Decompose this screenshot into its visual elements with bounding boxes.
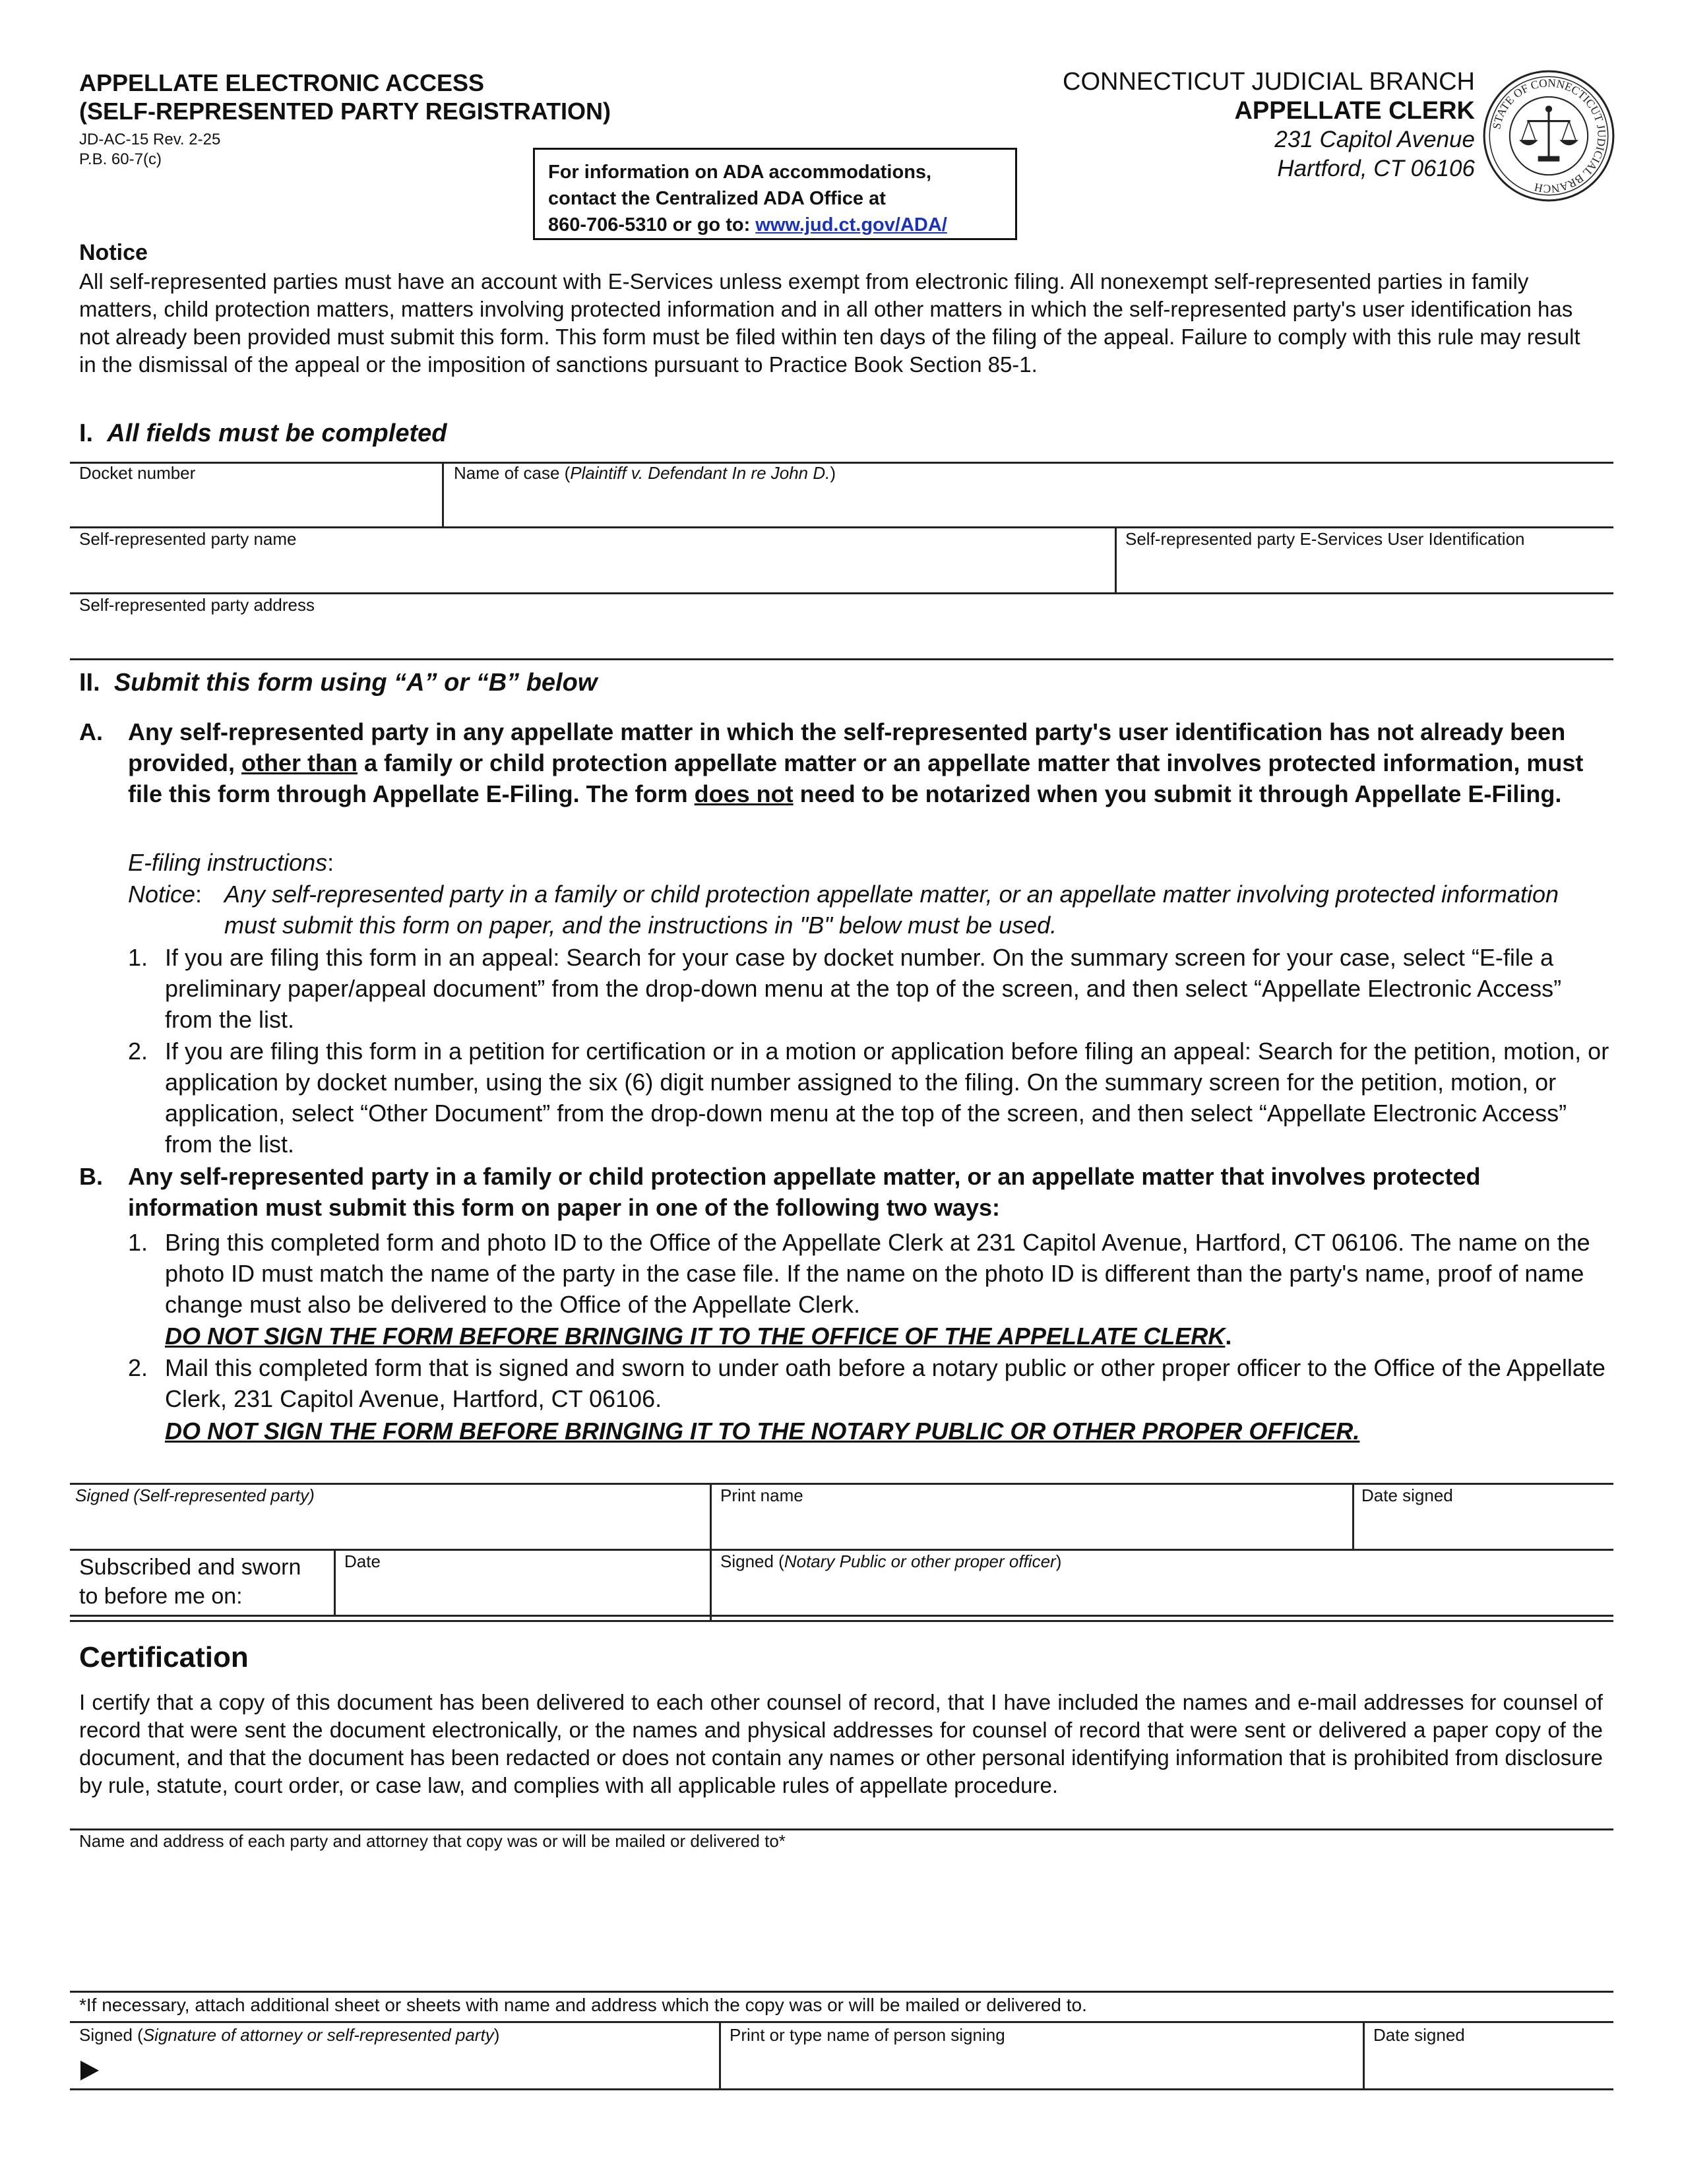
sworn-line1: Subscribed and sworn [79, 1555, 301, 1580]
certification-date-label: Date signed [1373, 2025, 1465, 2045]
section-1-heading [79, 420, 447, 448]
ada-line1: For information on ADA accommodations, [548, 162, 932, 183]
certification-date-field[interactable] [1373, 2025, 1604, 2086]
b1-number: 1. [128, 1229, 148, 1256]
option-a-text [128, 716, 1605, 809]
b1-warning-text: DO NOT SIGN THE FORM BEFORE BRINGING IT TO THE OFFICE OF THE APPELLATE CLERK [165, 1323, 1226, 1350]
party-name-field[interactable] [79, 529, 1108, 591]
print-name-field[interactable] [720, 1485, 1347, 1546]
section-2-title: Submit this form using “A” or “B” below [113, 669, 598, 697]
section-1-title: All fields must be completed [107, 420, 447, 447]
option-a-other-than: other than [241, 749, 358, 776]
self-rep-signature-field[interactable] [75, 1485, 702, 1546]
city-address: Hartford, CT 06106 [1277, 156, 1475, 181]
divider [70, 526, 1613, 528]
certifier-label-prefix: Signed ( [79, 2025, 143, 2045]
certifier-label-suffix: ) [493, 2025, 500, 2045]
notary-label-prefix: Signed ( [720, 1551, 784, 1571]
notice-label: Notice [128, 881, 196, 908]
divider [710, 1483, 712, 1620]
print-name-label: Print name [720, 1485, 803, 1505]
option-b-letter: B. [79, 1163, 103, 1190]
recipients-label: Name and address of each party and attorney that copy was or will be mailed or delivered to* [79, 1831, 786, 1851]
divider [70, 592, 1613, 594]
notary-signature-field[interactable] [720, 1551, 1604, 1612]
certifier-label-italic: Signature of attorney or self-represented party [142, 2025, 494, 2045]
section-2-number: II. [79, 669, 100, 697]
seal-text: STATE OF CONNECTICUT JUDICIAL BRANCH [1490, 77, 1608, 195]
efiling-label: E-filing instructions [128, 849, 328, 876]
b1-text: Bring this completed form and photo ID to the Office of the Appellate Clerk at 231 Capitol Avenue, Hartford, CT 06106. The name on the photo ID must match the name of the party in the case file. If the name on the photo ID is different than the party's name, proof of name change must also be delivered to the Office of the Appellate Clerk. [165, 1229, 1590, 1318]
option-a-does-not: does not [694, 780, 794, 807]
print-type-name-field[interactable] [730, 2025, 1356, 2086]
certification-heading: Certification [79, 1641, 249, 1673]
option-a-text-2: a family or child protection appellate matter or an appellate matter that involves protected information, must file this form through Appellate E-Filing. The form [128, 749, 1584, 807]
divider [70, 1549, 1613, 1551]
divider [1115, 526, 1117, 594]
divider [70, 1828, 1613, 1830]
ada-line2: contact the Centralized ADA Office at [548, 188, 886, 209]
efiling-instructions-label [128, 847, 334, 878]
sworn-line2: to before me on: [79, 1584, 243, 1609]
party-name-label: Self-represented party name [79, 529, 297, 549]
option-b-text: Any self-represented party in a family or child protection appellate matter, or an appellate matter that involves protected information must submit this form on paper in one of the following two ways: [128, 1163, 1481, 1221]
notice-heading: Notice [79, 240, 148, 265]
option-a-letter: A. [79, 718, 103, 745]
b2-text: Mail this completed form that is signed and sworn to under oath before a notary public or other proper officer to the Office of the Appellate Clerk, 231 Capitol Avenue, Hartford, CT 06106. [165, 1354, 1605, 1412]
street-address: 231 Capitol Avenue [1274, 127, 1475, 152]
divider [70, 1620, 1613, 1622]
notary-label-italic: Notary Public or other proper officer [784, 1551, 1056, 1571]
form-title [79, 69, 611, 125]
certification-text: I certify that a copy of this document has been delivered to each other counsel of record, that I have included the names and e-mail addresses for counsel of record that were sent the document electronically, or the names and physical addresses for counsel of record that were sent or delivered a paper copy of the document, and that the document has been redacted or does not contain any names or other personal identifying information that is prohibited from disclosure by rule, statute, court order, or case law, and complies with all applicable rules of appellate procedure. [79, 1690, 1603, 1797]
divider [70, 1615, 1613, 1617]
form-title-line2: (SELF-REPRESENTED PARTY REGISTRATION) [79, 98, 611, 125]
date-signed-label: Date signed [1361, 1485, 1453, 1505]
divider [70, 658, 1613, 660]
ada-info-box [533, 148, 1017, 240]
court-address [1063, 67, 1475, 183]
a2-number: 2. [128, 1038, 148, 1065]
divider [334, 1549, 336, 1616]
ada-line3: 860-706-5310 or go to: [548, 214, 756, 235]
b1-warning [165, 1321, 1609, 1352]
party-address-label: Self-represented party address [79, 595, 315, 615]
divider [1363, 2021, 1365, 2090]
b1-warning-end: . [1225, 1323, 1232, 1350]
office-name: APPELLATE CLERK [1234, 97, 1475, 125]
efiling-colon: : [327, 849, 334, 876]
a1-number: 1. [128, 944, 148, 971]
signature-arrow-icon [79, 2059, 100, 2082]
ada-link[interactable]: www.jud.ct.gov/ADA/ [755, 214, 947, 235]
divider [719, 2021, 721, 2090]
case-name-label-suffix: ) [830, 463, 836, 483]
certifier-signature-field[interactable] [79, 2025, 712, 2086]
sworn-text [79, 1553, 301, 1611]
option-a-text-1: Any self-represented party in any appellate matter in which the self-represented party's user identification has not already been provided, [128, 718, 1566, 776]
docket-number-field[interactable] [79, 463, 435, 525]
b2-number: 2. [128, 1354, 148, 1381]
judicial-seal-icon [1481, 69, 1616, 203]
section-2-heading [79, 669, 597, 697]
user-id-label: Self-represented party E-Services User Identification [1125, 529, 1525, 549]
sworn-date-field[interactable] [344, 1551, 701, 1612]
section-1-number: I. [79, 420, 94, 447]
agency-name: CONNECTICUT JUDICIAL BRANCH [1063, 68, 1475, 96]
print-type-name-label: Print or type name of person signing [730, 2025, 1005, 2045]
option-a-text-3: need to be notarized when you submit it through Appellate E-Filing. [793, 780, 1562, 807]
docket-number-label: Docket number [79, 463, 196, 483]
recipients-field[interactable] [79, 1831, 1603, 1988]
date-signed-field[interactable] [1361, 1485, 1605, 1546]
notice-text: All self-represented parties must have an account with E-Services unless exempt from electronic filing. All nonexempt self-represented parties in family matters, child protection matters, matters involving protected information and in all other matters in which the self-represented party's user identification has not already been provided must submit this form. This form must be filed within ten days of the filing of the appeal. Failure to comply with this rule may result in the dismissal of the appeal or the imposition of sanctions pursuant to Practice Book Section 85-1. [79, 269, 1580, 377]
party-address-field[interactable] [79, 595, 1603, 657]
a2-text: If you are filing this form in a petition for certification or in a motion or application before filing an appeal: Search for the petition, motion, or application by docket number, using the six (6) digit number assigned to the filing. On the summary screen for the petition, motion, or application, select “Other Document” from the drop-down menu at the top of the screen, and then select “Appellate Electronic Access” from the list. [165, 1038, 1609, 1158]
notary-label-suffix: ) [1055, 1551, 1062, 1571]
user-id-field[interactable] [1125, 529, 1607, 591]
sworn-date-label: Date [344, 1551, 381, 1571]
footnote: *If necessary, attach additional sheet or sheets with name and address which the copy was or will be mailed or delivered to. [79, 1995, 1087, 2015]
b2-warning: DO NOT SIGN THE FORM BEFORE BRINGING IT TO THE NOTARY PUBLIC OR OTHER PROPER OFFICER. [165, 1418, 1360, 1445]
divider [70, 2021, 1613, 2023]
divider [70, 1483, 1613, 1485]
self-rep-signature-label: Signed (Self-represented party) [75, 1485, 315, 1505]
divider [70, 2088, 1613, 2090]
divider [1352, 1483, 1354, 1550]
form-number: JD-AC-15 Rev. 2-25 [79, 131, 221, 148]
practice-book-ref: P.B. 60-7(c) [79, 150, 162, 168]
notice-colon: : [195, 881, 202, 908]
efiling-notice-label [128, 879, 202, 910]
form-title-line1: APPELLATE ELECTRONIC ACCESS [79, 69, 485, 96]
a1-text: If you are filing this form in an appeal: Search for your case by docket number. On the summary screen for your case, select “E-file a preliminary paper/appeal document” from the drop-down menu at the top of the screen, and then select “Appellate Electronic Access” from the list. [165, 944, 1562, 1033]
divider [442, 462, 444, 528]
case-name-label-example: Plaintiff v. Defendant In re John D. [570, 463, 830, 483]
case-name-label-prefix: Name of case ( [454, 463, 571, 483]
efiling-notice-text: Any self-represented party in a family or child protection appellate matter, or an appellate matter involving protected information must submit this form on paper, and the instructions in "B" below must be used. [224, 881, 1559, 939]
divider [70, 1991, 1613, 1993]
case-name-field[interactable] [454, 463, 1602, 525]
